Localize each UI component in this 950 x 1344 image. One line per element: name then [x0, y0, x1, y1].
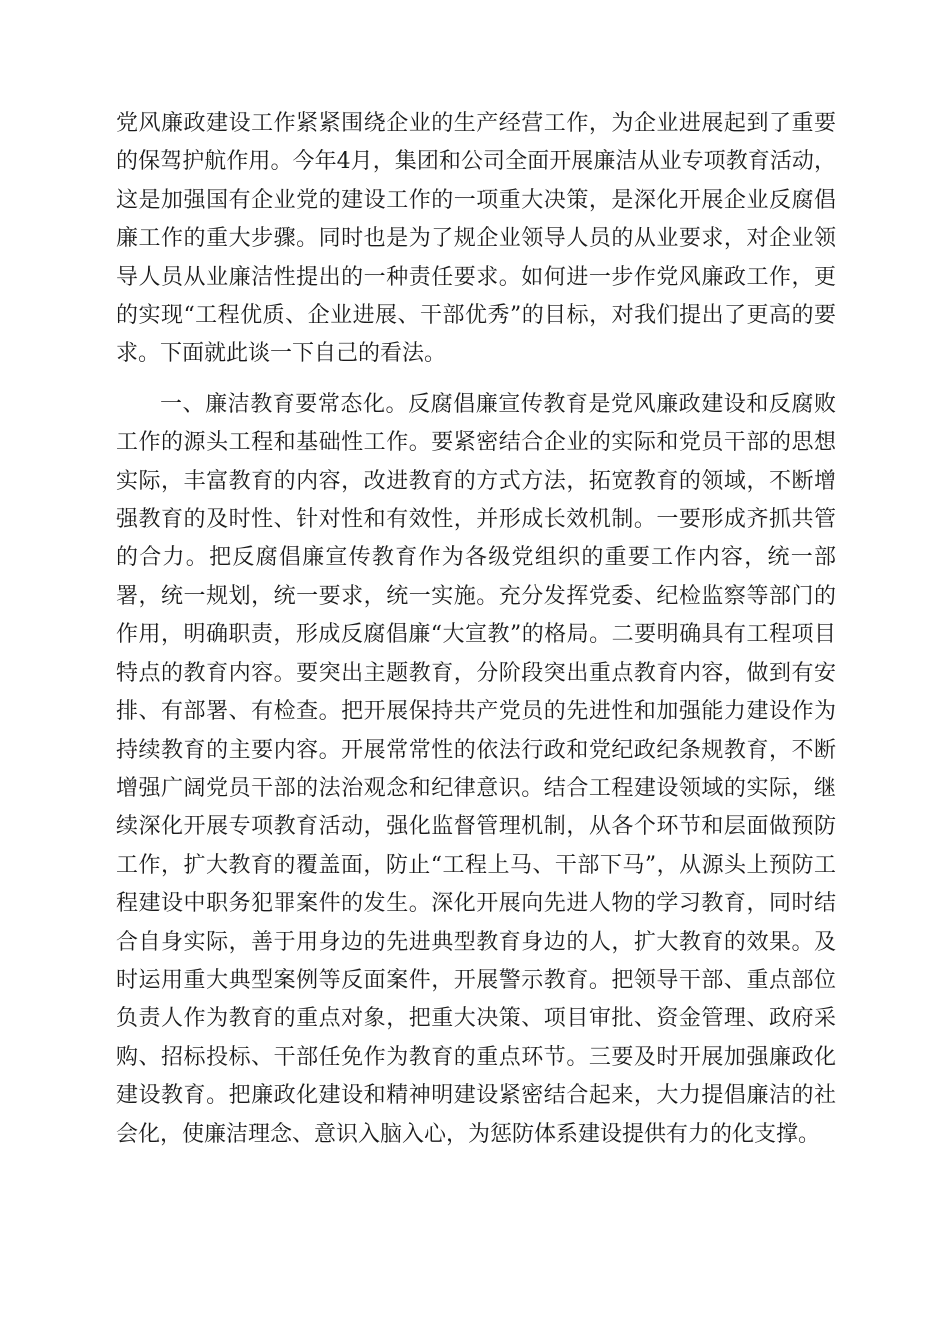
- paragraph-section-one: 一、廉洁教育要常态化。反腐倡廉宣传教育是党风廉政建设和反腐败工作的源头工程和基础性工作。要紧密结合企业的实际和党员干部的思想实际，丰富教育的内容，改进教育的方式方法，拓宽教育的领域，不断增强教育的及时性、针对性和有效性，并形成长效机制。一要形成齐抓共管的合力。把反腐倡廉宣传教育作为各级党组织的重要工作内容，统一部署，统一规划，统一要求，统一实施。充分发挥党委、纪检监察等部门的作用，明确职责，形成反腐倡廉“大宣教”的格局。二要明确具有工程项目特点的教育内容。要突出主题教育，分阶段突出重点教育内容，做到有安排、有部署、有检查。把开展保持共产党员的先进性和加强能力建设作为持续教育的主要内容。开展常常性的依法行政和党纪政纪条规教育，不断增强广阔党员干部的法治观念和纪律意识。结合工程建设领域的实际，继续深化开展专项教育活动，强化监督管理机制，从各个环节和层面做预防工作，扩大教育的覆盖面，防止“工程上马、干部下马”，从源头上预防工程建设中职务犯罪案件的发生。深化开展向先进人物的学习教育，同时结合自身实际，善于用身边的先进典型教育身边的人，扩大教育的效果。及时运用重大典型案例等反面案件，开展警示教育。把领导干部、重点部位负责人作为教育的重点对象，把重大决策、项目审批、资金管理、政府采购、招标投标、干部任免作为教育的重点环节。三要及时开展加强廉政化建设教育。把廉政化建设和精神明建设紧密结合起来，大力提倡廉洁的社会化，使廉洁理念、意识入脑入心，为惩防体系建设提供有力的化支撑。: [116, 391, 836, 1147]
- document-body: [116, 105, 836, 1154]
- paragraph-intro: 党风廉政建设工作紧紧围绕企业的生产经营工作，为企业进展起到了重要的保驾护航作用。今年4月，集团和公司全面开展廉洁从业专项教育活动，这是加强国有企业党的建设工作的一项重大决策，是深化开展企业反腐倡廉工作的重大步骤。同时也是为了规企业领导人员的从业要求，对企业领导人员从业廉洁性提出的一种责任要求。如何进一步作党风廉政工作，更的实现“工程优质、企业进展、干部优秀”的目标，对我们提出了更高的要求。下面就此谈一下自己的看法。: [116, 111, 836, 367]
